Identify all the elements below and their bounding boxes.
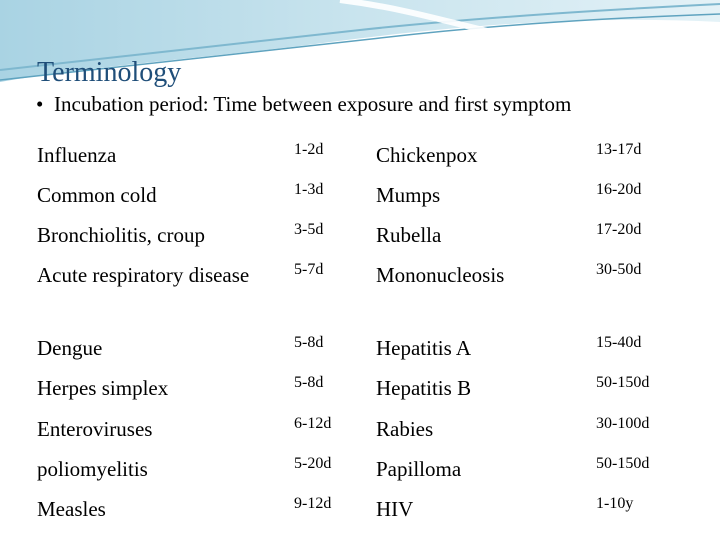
disease-name-right: Mumps <box>376 183 441 207</box>
disease-name-left: Herpes simplex <box>37 376 169 400</box>
incubation-days-right: 16-20d <box>596 181 642 198</box>
incubation-days-right: 15-40d <box>596 334 642 351</box>
incubation-days-left: 5-7d <box>294 261 324 278</box>
disease-name-left: Acute respiratory disease <box>37 263 250 287</box>
table-row <box>0 220 720 260</box>
incubation-days-left: 5-8d <box>294 334 324 351</box>
disease-name-left: Common cold <box>37 183 157 207</box>
disease-name-left: Dengue <box>37 336 103 360</box>
disease-name-right: Papilloma <box>376 457 462 481</box>
disease-name-left: Measles <box>37 497 106 521</box>
incubation-days-right: 30-50d <box>596 261 642 278</box>
table-row <box>0 454 720 494</box>
table-row <box>0 260 720 300</box>
disease-name-right: HIV <box>376 497 414 521</box>
disease-name-right: Hepatitis B <box>376 376 472 400</box>
incubation-days-right: 30-100d <box>596 415 650 432</box>
disease-name-right: Rabies <box>376 417 434 441</box>
definition-bullet <box>36 90 571 118</box>
disease-name-right: Hepatitis A <box>376 336 472 360</box>
incubation-days-left: 9-12d <box>294 495 332 512</box>
table-row <box>0 140 720 180</box>
table-row <box>0 180 720 220</box>
table-row <box>0 494 720 534</box>
incubation-days-right: 50-150d <box>596 374 650 391</box>
incubation-days-left: 1-3d <box>294 181 324 198</box>
incubation-days-right: 13-17d <box>596 141 642 158</box>
incubation-days-left: 5-20d <box>294 455 332 472</box>
definition-text: Incubation period: Time between exposure and first symptom <box>54 92 572 116</box>
disease-name-left: Influenza <box>37 143 117 167</box>
disease-name-right: Mononucleosis <box>376 263 505 287</box>
table-row <box>0 414 720 454</box>
incubation-days-right: 17-20d <box>596 221 642 238</box>
incubation-days-left: 3-5d <box>294 221 324 238</box>
table-row <box>0 333 720 373</box>
incubation-days-right: 50-150d <box>596 455 650 472</box>
slide-title: Terminology <box>37 57 182 88</box>
disease-name-right: Rubella <box>376 223 442 247</box>
incubation-days-left: 1-2d <box>294 141 324 158</box>
incubation-days-left: 5-8d <box>294 374 324 391</box>
incubation-days-left: 6-12d <box>294 415 332 432</box>
disease-name-left: Enteroviruses <box>37 417 153 441</box>
disease-name-right: Chickenpox <box>376 143 478 167</box>
disease-name-left: poliomyelitis <box>37 457 148 481</box>
bullet-icon: • <box>36 92 44 116</box>
table-row <box>0 373 720 413</box>
disease-name-left: Bronchiolitis, croup <box>37 223 205 247</box>
incubation-days-right: 1-10y <box>596 495 634 512</box>
